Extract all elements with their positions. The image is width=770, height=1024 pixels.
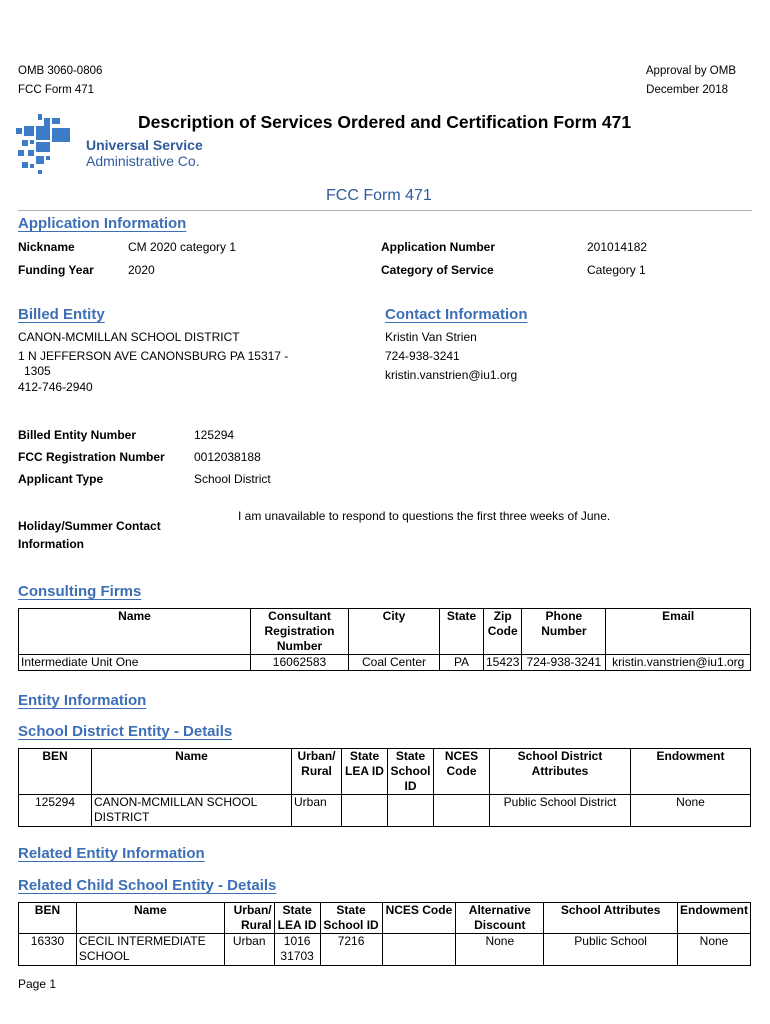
- table-header-row: [19, 749, 751, 795]
- col-state: State: [440, 609, 484, 655]
- billed-entity-heading: Billed Entity: [18, 306, 105, 323]
- cell-urban-rural: Urban: [292, 795, 342, 827]
- table-header-row: [19, 903, 751, 934]
- cell-nces: [382, 934, 456, 966]
- applicant-type-value: School District: [194, 472, 271, 486]
- cell-ben: 125294: [19, 795, 92, 827]
- ben-label: Billed Entity Number: [18, 428, 137, 442]
- funding-year-label: Funding Year: [18, 263, 94, 277]
- holiday-label-line-1: Holiday/Summer Contact: [18, 519, 161, 533]
- col-nces: NCES Code: [382, 903, 456, 934]
- entity-info-heading: Entity Information: [18, 692, 147, 709]
- application-number-label: Application Number: [381, 240, 496, 254]
- cell-state-school-id: 7216: [320, 934, 382, 966]
- table-row: [19, 795, 751, 827]
- cell-district-attributes: Public School District: [490, 795, 631, 827]
- col-urban-rural: Urban/ Rural: [292, 749, 342, 795]
- cell-urban-rural: Urban: [224, 934, 274, 966]
- col-district-attributes: School District Attributes: [490, 749, 631, 795]
- cell-zip: 15423: [484, 655, 522, 671]
- nickname-label: Nickname: [18, 240, 75, 254]
- frn-value: 0012038188: [194, 450, 261, 464]
- col-alternative-discount: Alternative Discount: [456, 903, 544, 934]
- col-zip: Zip Code: [484, 609, 522, 655]
- applicant-type-label: Applicant Type: [18, 472, 104, 486]
- col-ben: BEN: [19, 903, 77, 934]
- col-nces: NCES Code: [434, 749, 490, 795]
- application-info-heading: Application Information: [18, 215, 187, 232]
- col-name: Name: [76, 903, 224, 934]
- contact-name: Kristin Van Strien: [385, 330, 477, 344]
- cell-state: PA: [440, 655, 484, 671]
- frn-label: FCC Registration Number: [18, 450, 165, 464]
- billed-entity-address-2: 1305: [24, 364, 51, 378]
- col-state-lea: State LEA ID: [274, 903, 320, 934]
- cell-state-lea: 1016 31703: [274, 934, 320, 966]
- nickname-value: CM 2020 category 1: [128, 240, 237, 254]
- page-title: Description of Services Ordered and Certification Form 471: [138, 112, 632, 132]
- col-endowment: Endowment: [631, 749, 751, 795]
- consulting-firms-table: [18, 608, 751, 671]
- cell-name: Intermediate Unit One: [19, 655, 251, 671]
- table-row: [19, 934, 751, 966]
- col-state-lea: State LEA ID: [342, 749, 388, 795]
- logo-text: [86, 137, 203, 169]
- child-school-table: [18, 902, 751, 966]
- cell-state-lea: [342, 795, 388, 827]
- category-value: Category 1: [587, 263, 646, 277]
- cell-endowment: None: [678, 934, 751, 966]
- usac-logo-icon: [16, 114, 86, 184]
- col-email: Email: [606, 609, 751, 655]
- cell-alternative-discount: None: [456, 934, 544, 966]
- col-phone: Phone Number: [522, 609, 606, 655]
- form-title: FCC Form 471: [326, 187, 432, 204]
- category-label: Category of Service: [381, 263, 494, 277]
- page-number: Page 1: [18, 977, 57, 991]
- child-school-heading: Related Child School Entity - Details: [18, 877, 277, 894]
- school-district-table: [18, 748, 751, 827]
- ben-value: 125294: [194, 428, 235, 442]
- cell-consultant-reg: 16062583: [251, 655, 349, 671]
- table-header-row: [19, 609, 751, 655]
- related-entity-heading: Related Entity Information: [18, 845, 205, 862]
- col-consultant-reg: Consultant Registration Number: [251, 609, 349, 655]
- col-school-attributes: School Attributes: [544, 903, 678, 934]
- consulting-firms-heading: Consulting Firms: [18, 583, 142, 600]
- col-endowment: Endowment: [678, 903, 751, 934]
- divider: [18, 210, 752, 211]
- cell-state-school-id: [388, 795, 434, 827]
- col-city: City: [349, 609, 440, 655]
- logo-line-1: Universal Service: [86, 137, 203, 153]
- revision-date: December 2018: [646, 84, 728, 96]
- form-number: FCC Form 471: [18, 84, 95, 96]
- cell-nces: [434, 795, 490, 827]
- funding-year-value: 2020: [128, 263, 155, 277]
- col-name: Name: [92, 749, 292, 795]
- omb-approval: Approval by OMB: [645, 65, 736, 77]
- billed-entity-address-1: 1 N JEFFERSON AVE CANONSBURG PA 15317 -: [18, 349, 289, 363]
- cell-ben: 16330: [19, 934, 77, 966]
- col-urban-rural: Urban/ Rural: [224, 903, 274, 934]
- holiday-contact-label: [18, 517, 161, 553]
- contact-info-heading: Contact Information: [385, 306, 528, 323]
- application-number-value: 201014182: [587, 240, 648, 254]
- logo-line-2: Administrative Co.: [86, 153, 200, 169]
- billed-entity-phone: 412-746-2940: [18, 380, 93, 394]
- cell-school-attributes: Public School: [544, 934, 678, 966]
- cell-phone: 724-938-3241: [522, 655, 606, 671]
- col-name: Name: [19, 609, 251, 655]
- holiday-label-line-2: Information: [18, 537, 84, 551]
- col-state-school-id: State School ID: [388, 749, 434, 795]
- cell-city: Coal Center: [349, 655, 440, 671]
- holiday-contact-value: I am unavailable to respond to questions the first three weeks of June.: [238, 509, 611, 523]
- billed-entity-name: CANON-MCMILLAN SCHOOL DISTRICT: [18, 330, 240, 344]
- table-row: [19, 655, 751, 671]
- cell-email: kristin.vanstrien@iu1.org: [606, 655, 751, 671]
- cell-name: CECIL INTERMEDIATE SCHOOL: [76, 934, 224, 966]
- cell-endowment: None: [631, 795, 751, 827]
- contact-email: kristin.vanstrien@iu1.org: [385, 368, 518, 382]
- school-district-heading: School District Entity - Details: [18, 723, 233, 740]
- col-state-school-id: State School ID: [320, 903, 382, 934]
- omb-number: OMB 3060-0806: [18, 65, 103, 77]
- cell-name: CANON-MCMILLAN SCHOOL DISTRICT: [92, 795, 292, 827]
- contact-phone: 724-938-3241: [385, 349, 460, 363]
- col-ben: BEN: [19, 749, 92, 795]
